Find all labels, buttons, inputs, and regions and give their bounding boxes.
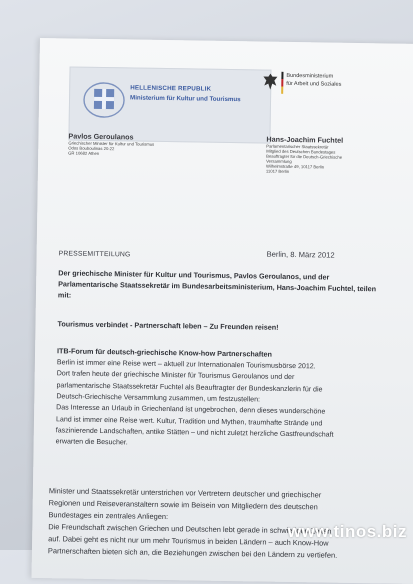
- body-line: Minister und Staatssekretär unterstrichen vor Vertretern deutscher und griechischer: [48, 486, 322, 500]
- greek-emblem-icon: [82, 80, 127, 121]
- itb-heading: ITB-Forum für deutsch-griechische Know-how Partnerschaften: [57, 346, 272, 359]
- bmas-title-line1: Bundesministerium: [286, 72, 334, 80]
- left-sender-block: [68, 131, 154, 157]
- left-sender-name: Pavlos Geroulanos: [68, 131, 134, 142]
- right-sender-line6: 11017 Berlin: [265, 169, 290, 175]
- body-line: Bundestages ein zentrales Anliegen:: [48, 510, 169, 521]
- body-line: faszinierende Landschaften, antike Stätten – und nicht zuletzt herzliche Gastfreundschaft: [55, 427, 334, 439]
- body-line: auf. Dabei geht es nicht nur um mehr Tourismus in beiden Ländern – auch Know-How: [48, 533, 329, 548]
- right-sender-line5: Wilhelmstraße 49, 10117 Berlin: [265, 163, 325, 170]
- greek-ministry-name: Ministerium für Kultur und Tourismus: [130, 94, 241, 104]
- german-flag-bar: [281, 72, 283, 94]
- bmas-title-line2: für Arbeit und Soziales: [286, 80, 342, 88]
- body-line: Regionen und Reiseveranstaltern sowie im Beisein von Mitgliedern des deutschen: [48, 498, 318, 512]
- motto-line: Tourismus verbindet - Partnerschaft leben – Zu Freunden reisen!: [57, 319, 279, 332]
- body-line: Deutsch-Griechische Versammlung zusammen, um festzustellen:: [56, 393, 261, 404]
- body-line: Dort trafen heute der griechische Minister für Tourismus Geroulanos und der: [56, 370, 295, 382]
- body-line: Berlin ist immer eine Reise wert – aktuell zur Internationalen Tourismusbörse 2012.: [56, 359, 316, 371]
- right-sender-name: Hans-Joachim Fuchtel: [266, 134, 344, 145]
- left-sender-line2: Odos Bouboulinas 20-22: [68, 145, 115, 152]
- press-release-label: PRESSEMITTEILUNG: [58, 250, 131, 259]
- body-line: Das Interesse an Urlaub in Griechenland ist ungebrochen, denn dieses wunderschöne: [56, 404, 326, 416]
- body-line: parlamentarische Staatssekretär Fuchtel als Beauftragter der Bundeskanzlerin für die: [56, 381, 323, 394]
- left-sender-line1: Griechischer Minister für Kultur und Tourismus: [68, 140, 155, 147]
- body-line: erwarten die Besucher.: [55, 438, 128, 447]
- document-date: Berlin, 8. März 2012: [266, 249, 335, 260]
- right-sender-line4: Versammlung: [266, 158, 292, 165]
- document-sheet: [32, 38, 413, 584]
- left-sender-line3: GR 10682 Athen: [68, 150, 100, 157]
- right-sender-line3: Beauftragter für die Deutsch-Griechische: [266, 153, 343, 160]
- right-sender-line1: Parlamentarischer Staatssekretär: [266, 143, 329, 150]
- intro-paragraph: Der griechische Minister für Kultur und Tourismus, Pavlos Geroulanos, und der Parlamentarische Staatssekretär im Bundesarbeitsministerium, Hans-Joachim Fuchtel, teilen mit:: [57, 268, 377, 300]
- body-line: Partnerschaften bieten sich an, die Beziehungen zwischen bei den Ländern zu vertiefen.: [47, 545, 338, 560]
- right-sender-line2: Mitglied des Deutschen Bundestages: [266, 148, 336, 155]
- right-sender-block: [266, 135, 343, 176]
- greek-republic-title: HELLENISCHE REPUBLIK: [130, 84, 212, 93]
- german-eagle-icon: [261, 71, 279, 91]
- body-line: Land ist immer eine Reise wert. Kultur, Tradition und Mythen, traumhafte Strände und: [55, 416, 323, 428]
- body-line: Die Freundschaft zwischen Griechen und Deutschen lebt gerade in schwierigen Zeiten: [48, 521, 332, 536]
- body-paragraph-1: [56, 357, 397, 453]
- watermark-text: www.tinos.biz: [287, 522, 407, 541]
